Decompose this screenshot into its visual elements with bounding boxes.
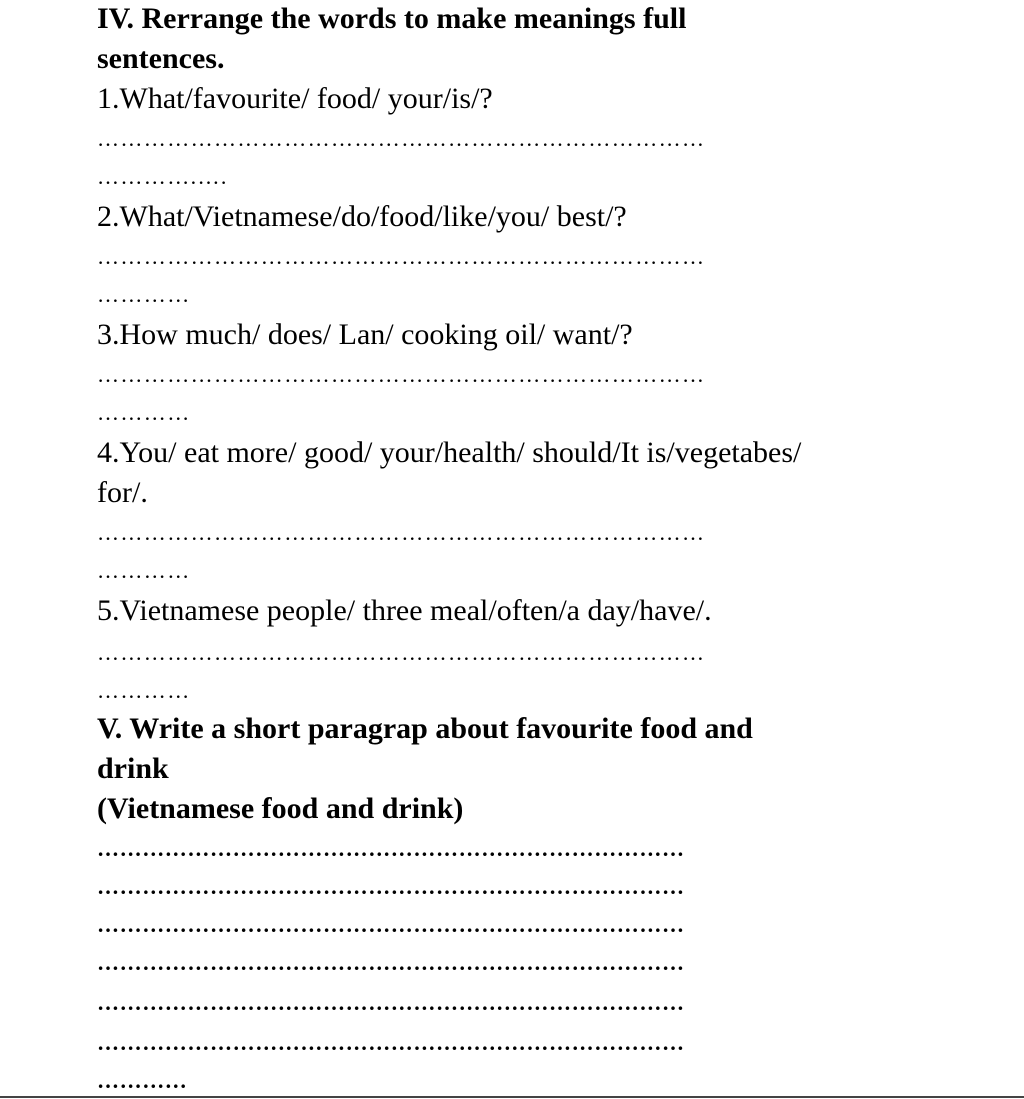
answer-5-line-1: …………………………………………………………………… — [97, 640, 706, 665]
question-2: 2.What/Vietnamese/do/food/like/you/ best/? — [97, 200, 627, 233]
answer-4-line-2: ………… — [97, 558, 191, 583]
answer-4-line-1: …………………………………………………………………… — [97, 520, 706, 545]
question-1: 1.What/favourite/ food/ your/is/? — [97, 82, 493, 115]
question-4: 4.You/ eat more/ good/ your/health/ should/It is/vegetabes/ — [97, 436, 802, 469]
section-iv-title-continued: sentences. — [97, 42, 225, 75]
question-3: 3.How much/ does/ Lan/ cooking oil/ want/? — [97, 318, 633, 351]
page-bottom-edge — [0, 1096, 1024, 1098]
writing-line-5: …………………………………………………………………… — [97, 990, 685, 1015]
section-v-subtitle: (Vietnamese food and drink) — [97, 792, 464, 825]
answer-3-line-2: ………… — [97, 400, 191, 425]
writing-line-3: …………………………………………………………………… — [97, 912, 685, 937]
section-iv-title: IV. Rerrange the words to make meanings full — [97, 2, 687, 35]
answer-1-line-2: ………….…. — [97, 164, 228, 189]
answer-5-line-2: ………… — [97, 678, 191, 703]
writing-line-6: …………………………………………………………………… — [97, 1030, 685, 1055]
answer-3-line-1: …………………………………………………………………… — [97, 362, 706, 387]
writing-line-2: …………………………………………………………………… — [97, 874, 685, 899]
section-v-title-continued: drink — [97, 752, 169, 785]
question-4-continued: for/. — [97, 476, 148, 509]
question-5: 5.Vietnamese people/ three meal/often/a day/have/. — [97, 594, 712, 627]
answer-2-line-2: ………… — [97, 282, 191, 307]
section-v-title: V. Write a short paragrap about favourite food and — [97, 712, 753, 745]
writing-line-1: …………………………………………………………………… — [97, 836, 685, 861]
writing-line-4: …………………………………………………………………… — [97, 950, 685, 975]
writing-line-7: ………… — [97, 1068, 188, 1093]
answer-2-line-1: …………………………………………………………………… — [97, 244, 706, 269]
answer-1-line-1: …………………………………………………………………… — [97, 126, 706, 151]
